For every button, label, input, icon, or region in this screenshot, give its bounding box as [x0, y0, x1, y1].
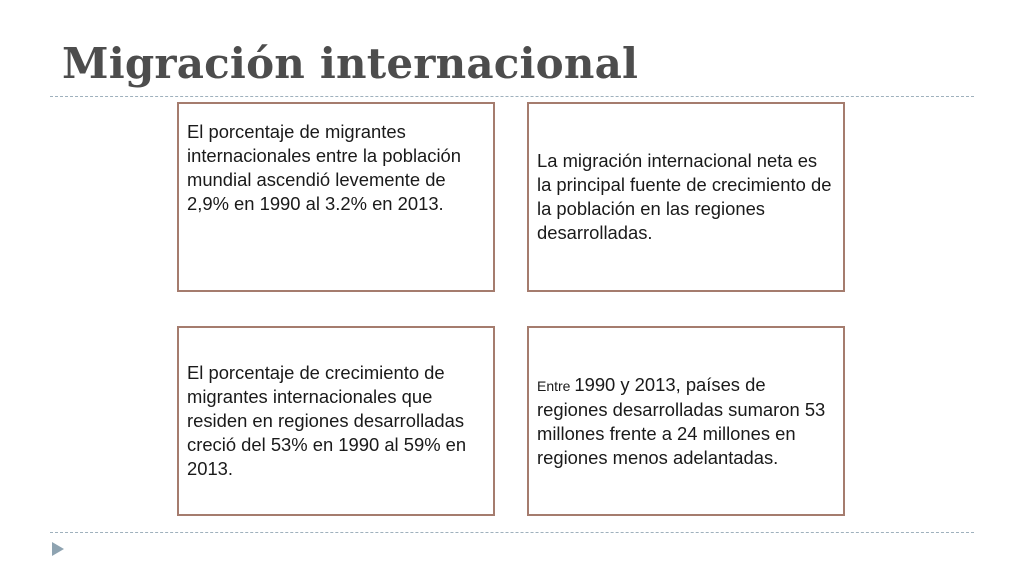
- info-box-1: [177, 102, 495, 292]
- info-box-2-text: La migración internacional neta es la principal fuente de crecimiento de la población en las regiones desarrolladas.: [537, 150, 832, 243]
- info-box-2: [527, 102, 845, 292]
- info-box-3-text: El porcentaje de crecimiento de migrantes internacionales que residen en regiones desarrolladas creció del 53% en 1990 al 59% en 2013.: [187, 362, 467, 479]
- info-box-1-text: El porcentaje de migrantes internacionales entre la población mundial ascendió levemente de 2,9% en 1990 al 3.2% en 2013.: [187, 121, 462, 214]
- slide-title: Migración internacional: [62, 39, 639, 88]
- title-divider: [50, 96, 974, 97]
- play-arrow-icon: [52, 542, 64, 556]
- footer-divider: [50, 532, 974, 533]
- info-box-4-text: 1990 y 2013, países de regiones desarrolladas sumaron 53 millones frente a 24 millones en regiones menos adelantadas.: [537, 373, 826, 468]
- info-box-4-paragraph: [537, 373, 833, 470]
- info-box-4: [527, 326, 845, 516]
- info-box-3: [177, 326, 495, 516]
- info-box-4-lead: Entre: [537, 377, 575, 394]
